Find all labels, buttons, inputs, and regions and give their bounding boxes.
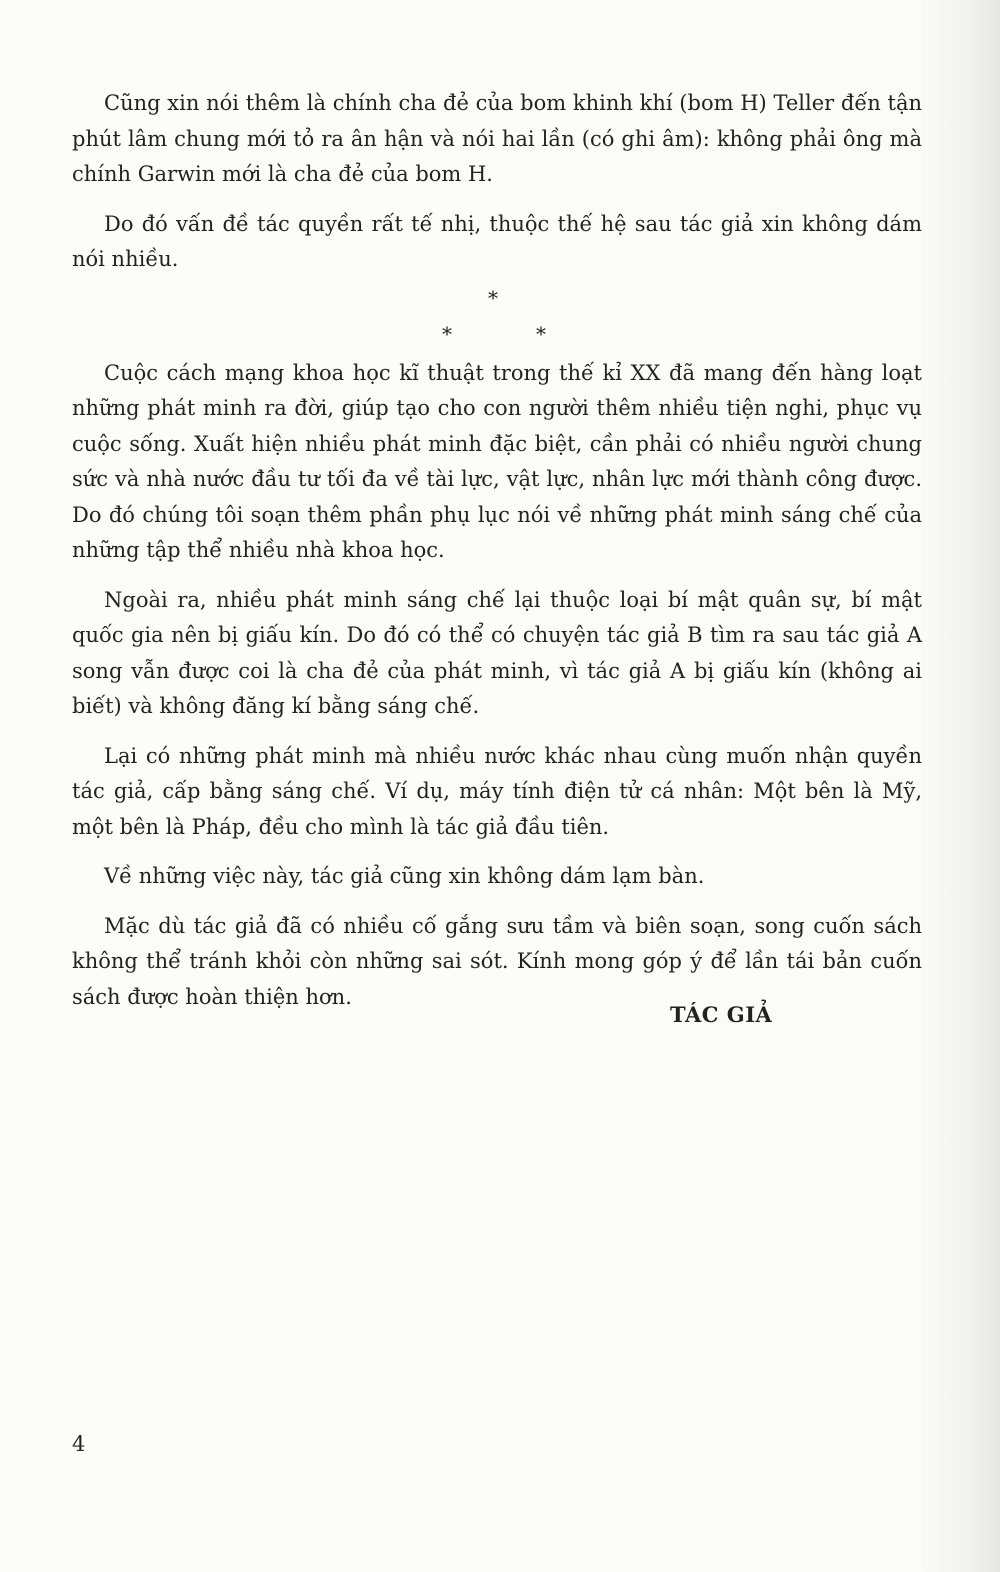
paragraph-no-discussion: Về những việc này, tác giả cũng xin không dám lạm bàn.	[104, 864, 705, 888]
page-number: 4	[72, 1432, 86, 1456]
section-break-star-left: *	[442, 321, 452, 346]
section-break-star-top: *	[488, 285, 498, 310]
paragraph-teller: Cũng xin nói thêm là chính cha đẻ của bom khinh khí (bom H) Teller đến tận phút lâm chung mới tỏ ra ân hận và nói hai lần (có ghi âm): không phải ông mà chính Garwin mới là cha đẻ của bom H.	[72, 91, 922, 186]
section-break-star-right: *	[536, 321, 546, 346]
author-signature: TÁC GIẢ	[670, 1002, 773, 1027]
paragraph-secrets: Ngoài ra, nhiều phát minh sáng chế lại thuộc loại bí mật quân sự, bí mật quốc gia nên bị giấu kín. Do đó có thể có chuyện tác giả B tìm ra sau tác giả A song vẫn được coi là cha đẻ của phát minh, vì tác giả A bị giấu kín (không ai biết) và không đăng kí bằng sáng chế.	[72, 587, 922, 718]
body-text	[72, 86, 922, 1029]
paragraph-copyright: Do đó vấn đề tác quyền rất tế nhị, thuộc thế hệ sau tác giả xin không dám nói nhiều.	[72, 211, 922, 271]
paragraph-disputes: Lại có những phát minh mà nhiều nước khác nhau cùng muốn nhận quyền tác giả, cấp bằng sáng chế. Ví dụ, máy tính điện tử cá nhân: Một bên là Mỹ, một bên là Pháp, đều cho mình là tác giả đầu tiên.	[72, 743, 922, 839]
paragraph-revolution: Cuộc cách mạng khoa học kĩ thuật trong thế kỉ XX đã mang đến hàng loạt những phát minh ra đời, giúp tạo cho con người thêm nhiều tiện nghi, phục vụ cuộc sống. Xuất hiện nhiều phát minh đặc biệt, cần phải có nhiều người chung sức và nhà nước đầu tư tối đa về tài lực, vật lực, nhân lực mới thành công được. Do đó chúng tôi soạn thêm phần phụ lục nói về những phát minh sáng chế của những tập thể nhiều nhà khoa học.	[72, 360, 922, 562]
paragraph-closing: Mặc dù tác giả đã có nhiều cố gắng sưu tầm và biên soạn, song cuốn sách không thể tránh khỏi còn những sai sót. Kính mong góp ý để lần tái bản cuốn sách được hoàn thiện hơn.	[72, 913, 922, 1009]
section-break	[72, 284, 922, 356]
